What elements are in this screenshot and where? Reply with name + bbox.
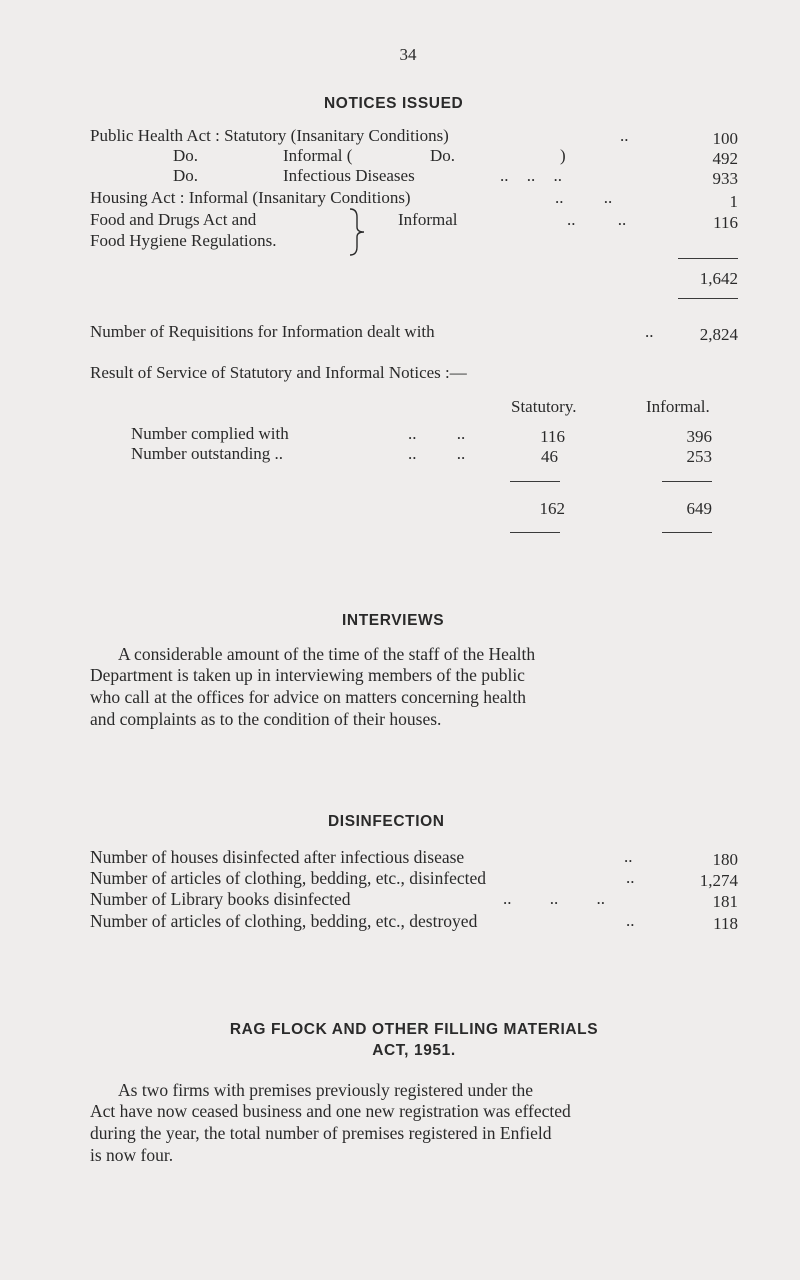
informal-value: 253	[686, 447, 712, 466]
disinfection-row-label: Number of houses disinfected after infectious disease	[90, 847, 465, 867]
paragraph-line: A considerable amount of the time of the staff of the Health	[118, 644, 536, 664]
requisitions-value: 2,824	[699, 325, 738, 344]
dot-leader: .. .. ..	[500, 166, 562, 185]
food-act-label: Food and Drugs Act and	[90, 210, 257, 229]
notice-row-label: Public Health Act : Statutory (Insanitary Conditions)	[90, 126, 449, 145]
requisitions-label: Number of Requisitions for Information dealt with	[90, 322, 435, 341]
dot-leader: .. .. ..	[503, 889, 605, 908]
dot-leader: ..	[645, 322, 654, 341]
result-intro: Result of Service of Statutory and Informal Notices :—	[90, 363, 467, 382]
disinfection-row-label: Number of articles of clothing, bedding, etc., destroyed	[90, 911, 478, 931]
column-header-statutory: Statutory.	[511, 397, 577, 416]
informal-total: 649	[686, 499, 712, 518]
statutory-value: 46	[541, 447, 558, 466]
notice-row-label: Housing Act : Informal (Insanitary Conditions)	[90, 188, 411, 207]
total-rule	[662, 532, 712, 533]
notice-row-value: 100	[712, 129, 738, 148]
disinfection-row-label: Number of articles of clothing, bedding, etc., disinfected	[90, 868, 487, 888]
dot-leader: ..	[626, 911, 635, 930]
food-notice-type: Informal	[398, 210, 458, 229]
sum-rule	[662, 481, 712, 482]
disinfection-row-label: Number of Library books disinfected	[90, 889, 351, 909]
paragraph-line: during the year, the total number of premises registered in Enfield	[90, 1123, 552, 1143]
notice-type-label: Informal (	[283, 146, 353, 165]
notice-row-value: 1	[729, 192, 738, 211]
disinfection-row-value: 1,274	[699, 871, 738, 890]
paragraph-line: Department is taken up in interviewing members of the public	[90, 665, 525, 685]
disinfection-heading: DISINFECTION	[328, 813, 445, 830]
dot-leader: ..	[626, 868, 635, 887]
notices-total: 1,642	[699, 269, 738, 288]
disinfection-row-value: 180	[712, 850, 738, 869]
sum-rule	[678, 258, 738, 259]
food-regulations-label: Food Hygiene Regulations.	[90, 231, 277, 250]
paragraph-line: As two firms with premises previously registered under the	[118, 1080, 534, 1100]
notice-row-value: 933	[712, 169, 738, 188]
right-brace-icon	[348, 207, 368, 257]
paragraph-line: and complaints as to the condition of their houses.	[90, 709, 442, 729]
result-row-label: Number outstanding ..	[131, 444, 284, 463]
sum-rule	[510, 481, 560, 482]
rag-flock-heading-line2: ACT, 1951.	[372, 1042, 456, 1059]
dot-leader: .. ..	[555, 188, 613, 207]
result-row-label: Number complied with	[131, 424, 289, 443]
dot-leader: .. ..	[567, 210, 627, 229]
ditto-label: Do.	[173, 166, 199, 185]
page-number: 34	[399, 45, 417, 64]
notices-heading: NOTICES ISSUED	[324, 95, 464, 112]
rag-flock-heading-line1: RAG FLOCK AND OTHER FILLING MATERIALS	[229, 1021, 599, 1038]
total-rule	[510, 532, 560, 533]
interviews-heading: INTERVIEWS	[342, 612, 445, 629]
paren-close: )	[560, 146, 566, 165]
dot-leader: ..	[620, 126, 629, 145]
dot-leader: .. ..	[408, 444, 466, 463]
notice-type-label: Infectious Diseases	[283, 166, 415, 185]
total-rule	[678, 298, 738, 299]
dot-leader: ..	[624, 847, 633, 866]
informal-value: 396	[686, 427, 712, 446]
dot-leader: .. ..	[408, 424, 466, 443]
paragraph-line: Act have now ceased business and one new registration was effected	[90, 1101, 571, 1121]
paragraph-line: is now four.	[90, 1145, 174, 1165]
statutory-value: 116	[540, 427, 565, 446]
ditto-label: Do.	[173, 146, 199, 165]
paragraph-line: who call at the offices for advice on matters concerning health	[90, 687, 527, 707]
notice-row-value: 116	[713, 213, 738, 232]
disinfection-row-value: 118	[713, 914, 738, 933]
ditto-label: Do.	[430, 146, 456, 165]
column-header-informal: Informal.	[646, 397, 710, 416]
disinfection-row-value: 181	[712, 892, 738, 911]
statutory-total: 162	[539, 499, 565, 518]
notice-row-value: 492	[712, 149, 738, 168]
